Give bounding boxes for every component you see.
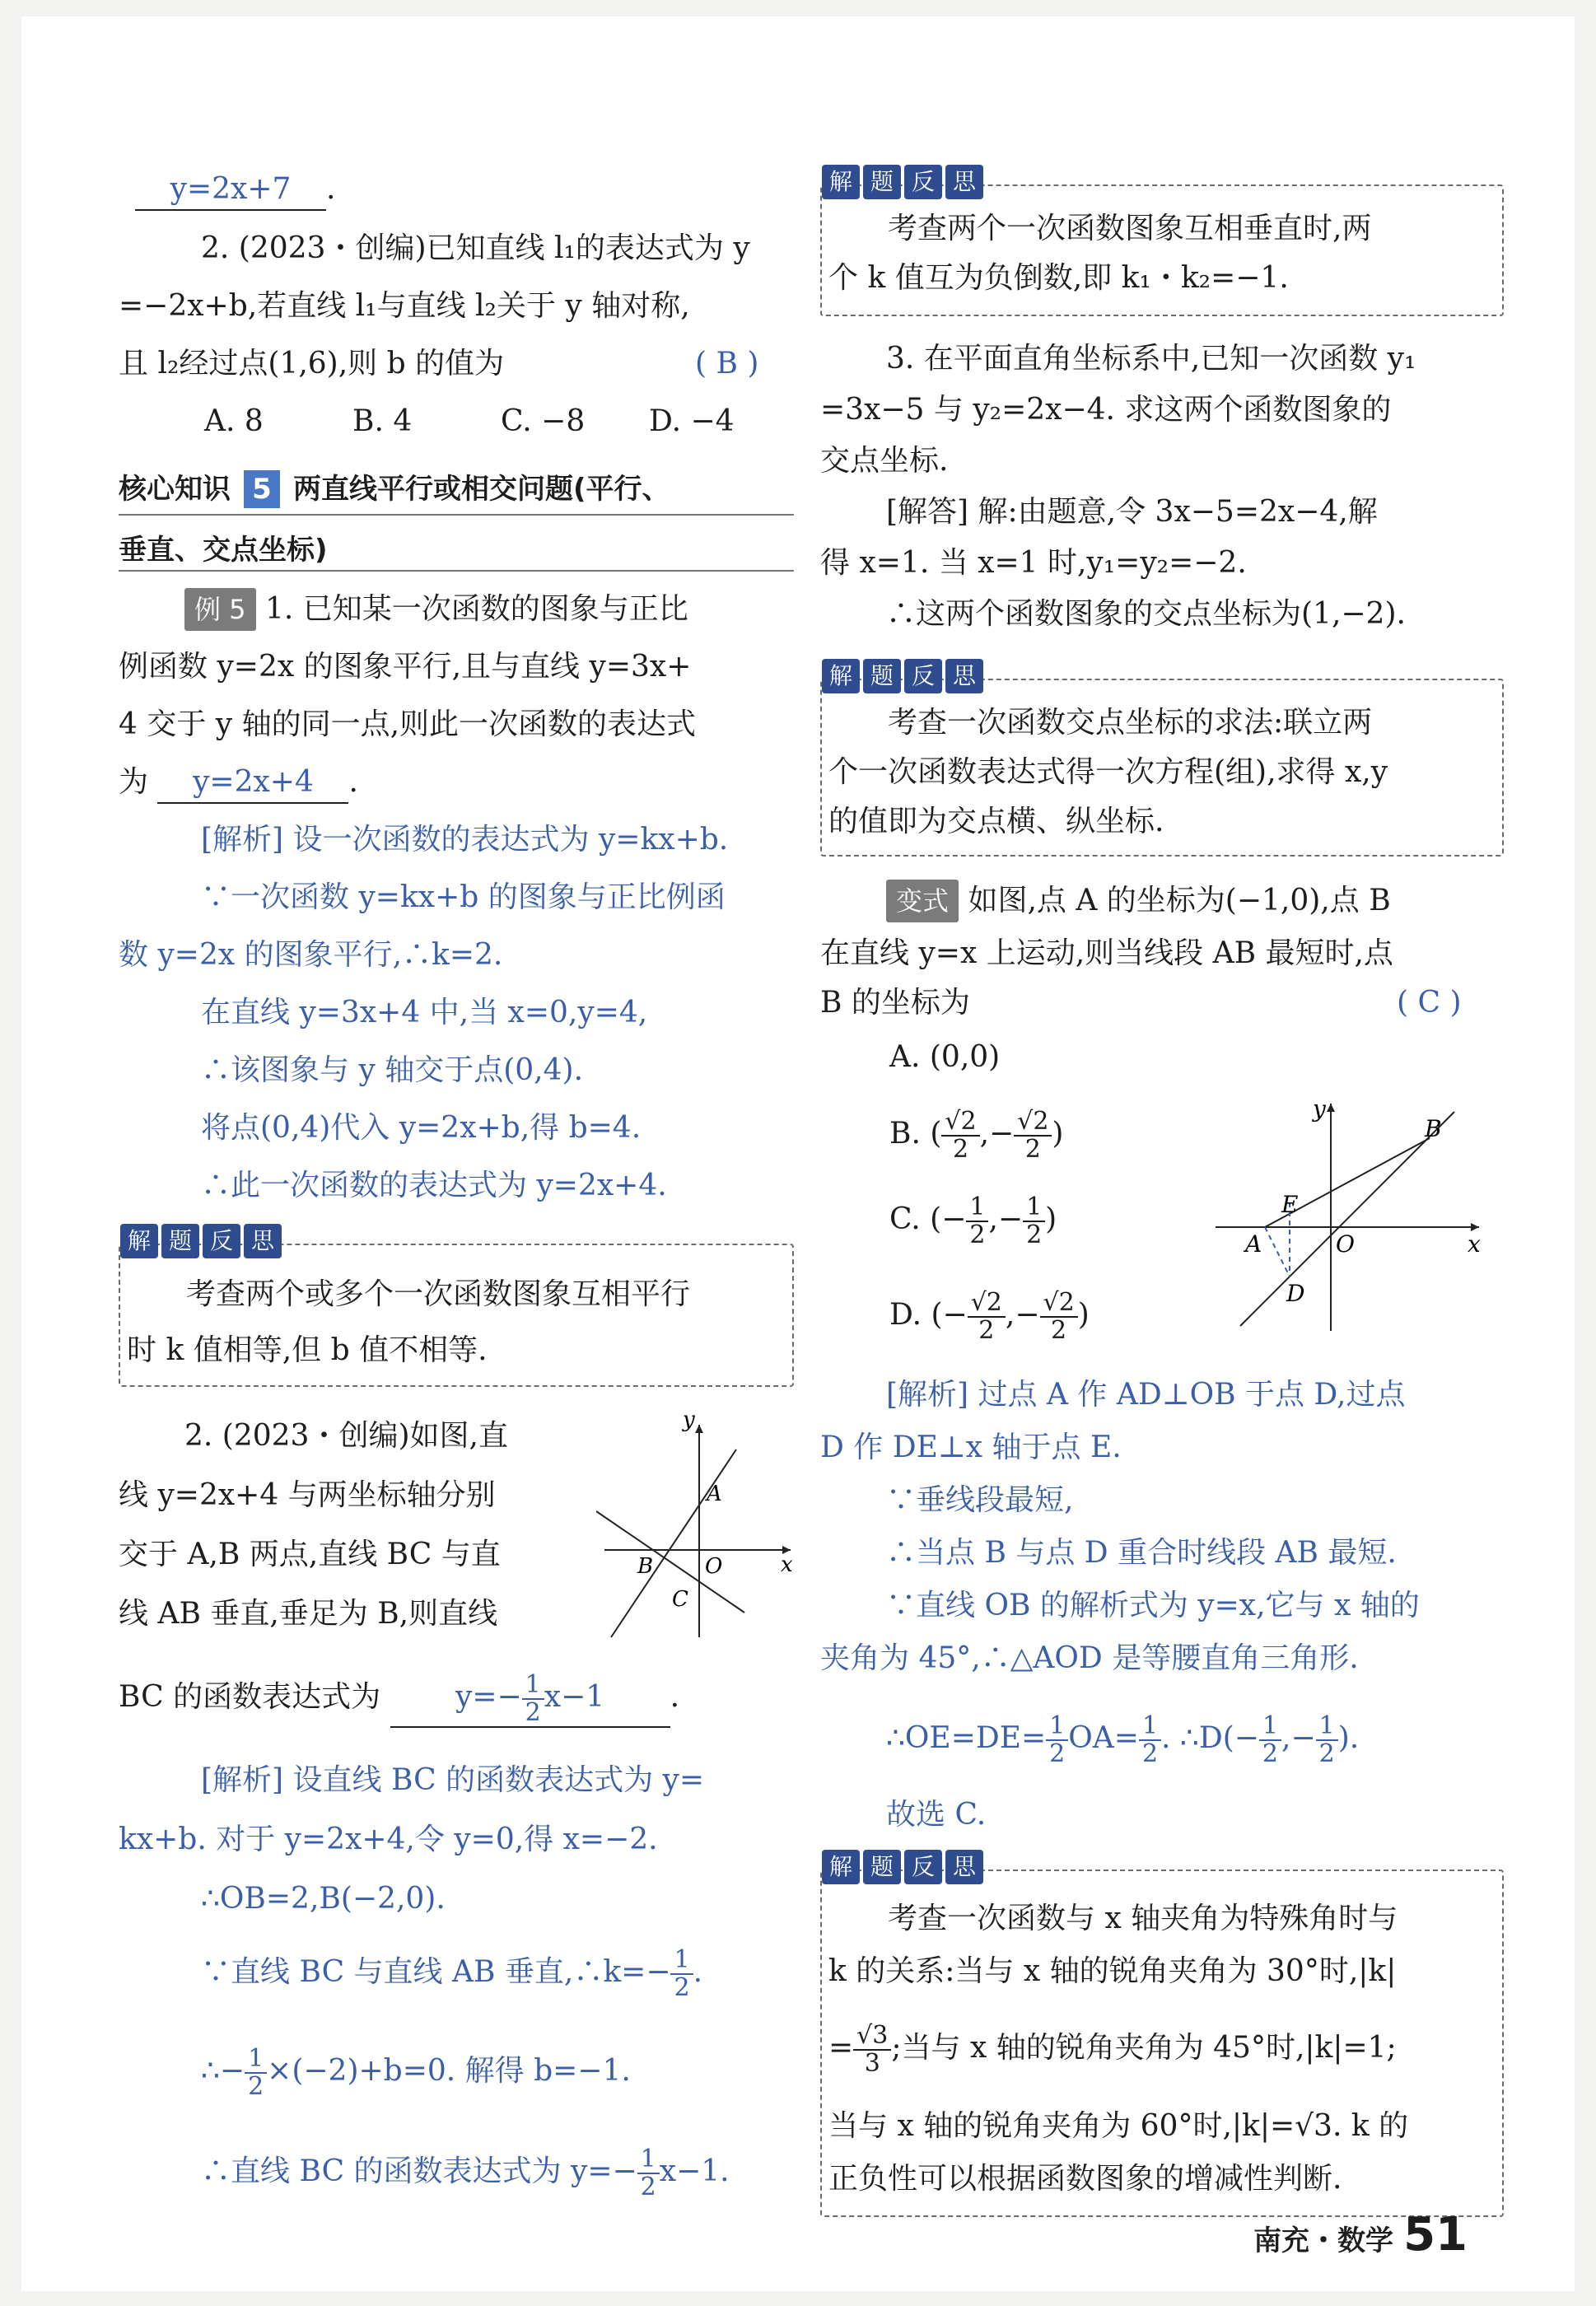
fig2-label-x: x: [1468, 1230, 1481, 1258]
reflect-tag: 题: [863, 1850, 901, 1884]
q3-line2: =3x−5 与 y₂=2x−4. 求这两个函数图象的: [820, 393, 1392, 427]
reflect4-line4: 当与 x 轴的锐角夹角为 60°时,|k|=√3. k 的: [828, 2109, 1409, 2143]
sol-oe-frac3: [1259, 1713, 1281, 1767]
example5-solution-3: 数 y=2x 的图象平行,∴k=2.: [119, 938, 503, 972]
q2b-solution-3: ∴OB=2,B(−2,0).: [201, 1882, 446, 1916]
frac-den: 2: [1262, 1739, 1279, 1768]
example5-answer: y=2x+4: [157, 763, 348, 804]
page: [21, 16, 1575, 2291]
fig1-label-x: x: [781, 1552, 793, 1577]
q2b-sol-perp-text: ∵直线 BC 与直线 AB 垂直,∴k=−: [201, 1955, 671, 1989]
frac-num: √2: [1014, 1109, 1052, 1137]
opt-d-frac2: [1040, 1290, 1078, 1344]
q2b-solution-perp: ∵直线 BC 与直线 AB 垂直,∴k=− $\frac{1}{2}$ .: [201, 1945, 703, 2002]
knowledge-divider-1: [119, 514, 794, 516]
opt-d-close: ): [1077, 1298, 1090, 1332]
frac-den: 2: [674, 1973, 690, 2002]
q3-sol1-text: [解答] 解:由题意,令 3x−5=2x−4,解: [886, 495, 1378, 529]
q2-line3: 且 l₂经过点(1,6),则 b 的值为: [119, 347, 505, 380]
frac-num: 1: [245, 2046, 267, 2074]
reflect-tag: 思: [945, 1850, 983, 1884]
frac-den: 2: [1026, 1221, 1043, 1249]
figure-line-graph-1: [596, 1408, 794, 1639]
reflect2-line1: 考查两个一次函数图象互相垂直时,两: [888, 212, 1372, 245]
opt-c-prefix: C. (−: [889, 1202, 967, 1236]
knowledge-title-line2: 垂直、交点坐标): [119, 534, 328, 567]
frac-num: 1: [1046, 1713, 1068, 1741]
example5-line1: [184, 588, 688, 631]
opt-d-frac1: [968, 1290, 1006, 1344]
q2b-solution-final: [201, 2146, 730, 2201]
q2b-sol-final-frac: [637, 2146, 660, 2201]
reflect2-line2: 个 k 值互为负倒数,即 k₁・k₂=−1.: [828, 261, 1289, 295]
fig1-label-c: C: [672, 1587, 688, 1612]
frac-den: 2: [1024, 1135, 1041, 1164]
variant-solution-4: ∴当点 B 与点 D 重合时线段 AB 最短.: [886, 1536, 1397, 1570]
variant-line2: 在直线 y=x 上运动,则当线段 AB 最短时,点: [820, 936, 1393, 970]
variant-option-a: A. (0,0): [889, 1040, 1001, 1074]
reflect-tags-2: [822, 165, 983, 199]
q2b-solution-2: kx+b. 对于 y=2x+4,令 y=0,得 x=−2.: [119, 1823, 658, 1856]
opt-b-frac1: [941, 1109, 979, 1163]
sol-oe-b: OA=: [1068, 1721, 1139, 1755]
q2b-sol-final-b: x−1.: [659, 2154, 730, 2188]
fig2-label-b: B: [1425, 1115, 1442, 1142]
knowledge-number: 5: [244, 470, 280, 508]
q2-option-c: C. −8: [501, 404, 586, 438]
q2b-answer-frac: [522, 1672, 544, 1726]
reflect-tag: 思: [945, 165, 983, 199]
reflect4-frac: [853, 2023, 891, 2077]
q2b-sol-perp-frac: [670, 1947, 693, 2001]
variant-option-d: [889, 1290, 1090, 1344]
example5-solution-6: 将点(0,4)代入 y=2x+b,得 b=4.: [201, 1111, 642, 1145]
variant-solution-3: ∵垂线段最短,: [886, 1483, 1074, 1517]
figure-line-graph-2: [1207, 1087, 1487, 1334]
reflect-box-1: [119, 1227, 794, 1387]
fig2-label-e: E: [1281, 1191, 1299, 1218]
knowledge-header: [119, 466, 794, 508]
reflect3-line3: 的值即为交点横、纵坐标.: [828, 805, 1164, 838]
y-axis-arrow: [695, 1425, 703, 1433]
frac-den: 2: [1049, 1739, 1066, 1768]
q3-line3: 交点坐标.: [820, 444, 949, 478]
reflect-tag: 题: [863, 659, 901, 693]
fig2-label-y: y: [1313, 1095, 1326, 1123]
reflect-tags-4: [822, 1850, 983, 1884]
variant-option-c: [889, 1194, 1057, 1249]
reflect-box-2: [820, 168, 1504, 316]
fig2-label-o: O: [1336, 1230, 1355, 1258]
reflect1-line1: 考查两个或多个一次函数图象互相平行: [186, 1277, 691, 1311]
opt-c-frac1: [966, 1194, 988, 1249]
reflect-tag: 思: [945, 659, 983, 693]
q2b-answer-a: y=−: [455, 1680, 522, 1714]
frac-num: 1: [1259, 1713, 1281, 1741]
q3-solution-2: 得 x=1. 当 x=1 时,y₁=y₂=−2.: [820, 546, 1247, 580]
frac-den: 2: [952, 1135, 969, 1164]
example5-solution-1: [解析] 设一次函数的表达式为 y=kx+b.: [201, 823, 729, 857]
line-y-eq-x: [1240, 1112, 1454, 1326]
q2b-answer-b: x−1: [544, 1680, 605, 1714]
reflect-tag: 反: [203, 1224, 240, 1258]
reflect4-line5: 正负性可以根据函数图象的增减性判断.: [828, 2162, 1342, 2196]
frac-num: 1: [1316, 1713, 1338, 1741]
frac-num: 1: [637, 2146, 660, 2174]
sol-oe-d: ,−: [1281, 1721, 1316, 1755]
variant-option-b: [889, 1109, 1063, 1163]
q2-line1: 2. (2023・创编)已知直线 l₁的表达式为 y: [201, 231, 750, 265]
segment-ad: [1265, 1227, 1290, 1277]
fig2-label-a: A: [1245, 1230, 1262, 1258]
opt-c-close: ): [1045, 1202, 1057, 1236]
sol-oe-frac1: [1046, 1713, 1068, 1767]
q3-solution-1: [886, 492, 1378, 532]
example-badge: 例 5: [184, 588, 256, 631]
frac-num: 1: [670, 1947, 693, 1975]
reflect-tag: 反: [904, 659, 942, 693]
reflect-tag: 解: [822, 165, 860, 199]
frac-num: 1: [1139, 1713, 1161, 1741]
frac-num: 1: [1023, 1194, 1045, 1222]
q2b-answer-den: 2: [525, 1698, 541, 1727]
opt-c-comma: ,−: [988, 1202, 1024, 1236]
reflect-tag: 解: [822, 1850, 860, 1884]
opt-d-comma: ,−: [1005, 1298, 1040, 1332]
reflect-tags-1: [120, 1224, 282, 1258]
fig2-label-d: D: [1286, 1280, 1305, 1307]
reflect-box-3: [820, 662, 1504, 857]
variant-solution-5: ∵直线 OB 的解析式为 y=x,它与 x 轴的: [886, 1589, 1420, 1622]
q2b-last-prefix: BC 的函数表达式为: [119, 1680, 381, 1714]
example5-text1: 1. 已知某一次函数的图象与正比: [265, 592, 688, 626]
reflect4-line3-b: ;当与 x 轴的锐角夹角为 45°时,|k|=1;: [891, 2031, 1397, 2065]
example5-solution-4: 在直线 y=3x+4 中,当 x=0,y=4,: [201, 996, 648, 1029]
q2b-answer-num: 1: [522, 1672, 544, 1700]
frac-den: 2: [1051, 1316, 1067, 1345]
q2b-sol-solve-frac: [245, 2046, 267, 2100]
example5-solution-2: ∵一次函数 y=kx+b 的图象与正比例函: [201, 880, 726, 914]
reflect4-line1: 考查一次函数与 x 轴夹角为特殊角时与: [888, 1902, 1398, 1935]
top-answer: y=2x+7: [135, 170, 326, 211]
example5-solution-5: ∴该图象与 y 轴交于点(0,4).: [201, 1053, 584, 1087]
variant-solution-2: D 作 DE⊥x 轴于点 E.: [820, 1431, 1122, 1464]
reflect-tag: 解: [822, 659, 860, 693]
variant-choose: 故选 C.: [886, 1798, 987, 1832]
q3-solution-3: ∴这两个函数图象的交点坐标为(1,−2).: [886, 597, 1406, 631]
frac-num: √2: [941, 1109, 979, 1137]
sol-oe-a: ∴OE=DE=: [886, 1721, 1047, 1755]
reflect-tag: 题: [161, 1224, 199, 1258]
frac-den: 2: [1318, 1739, 1335, 1768]
opt-b-close: ): [1052, 1117, 1064, 1151]
example5-line4: 为 y=2x+4 .: [119, 763, 358, 804]
frac-num: √2: [968, 1290, 1006, 1318]
fig1-label-a: A: [707, 1482, 722, 1506]
q2b-sol-solve-a: ∴−: [201, 2054, 245, 2088]
variant-badge: 变式: [886, 880, 959, 922]
knowledge-divider-2: [119, 570, 794, 572]
q2-option-b: B. 4: [352, 404, 413, 438]
frac-den: 2: [248, 2072, 264, 2101]
q2b-line2: 线 y=2x+4 与两坐标轴分别: [119, 1478, 496, 1512]
q2b-answer: [390, 1672, 670, 1728]
y-axis-arrow: [1327, 1104, 1335, 1112]
fig1-label-b: B: [637, 1554, 654, 1579]
reflect-tag: 解: [120, 1224, 158, 1258]
variant-solution-6: 夹角为 45°,∴△AOD 是等腰直角三角形.: [820, 1641, 1359, 1675]
q2b-sol-final-a: ∴直线 BC 的函数表达式为 y=−: [201, 2154, 637, 2188]
frac-num: 1: [966, 1194, 988, 1222]
example5-line4-prefix: 为: [119, 765, 149, 799]
reflect-tag: 反: [904, 165, 942, 199]
knowledge-label: 核心知识: [119, 473, 231, 506]
frac-den: 2: [969, 1221, 986, 1249]
example5-line2: 例函数 y=2x 的图象平行,且与直线 y=3x+: [119, 650, 692, 684]
page-number: 51: [1403, 2208, 1468, 2262]
page-footer: [1253, 2208, 1468, 2262]
q2-option-d: D. −4: [649, 404, 735, 438]
q2-line2: =−2x+b,若直线 l₁与直线 l₂关于 y 轴对称,: [119, 289, 690, 323]
q2b-answer-line: BC 的函数表达式为 y=− $\frac{1}{2}$ x−1 .: [119, 1670, 680, 1727]
q2b-line1: 2. (2023・创编)如图,直: [184, 1419, 508, 1453]
reflect-tag: 思: [244, 1224, 282, 1258]
sol-oe-frac4: [1316, 1713, 1338, 1767]
footer-brand: 南充・数学: [1253, 2224, 1394, 2257]
reflect4-line3: [828, 2023, 1397, 2077]
reflect-box-4: [820, 1853, 1504, 2217]
q2b-sol-solve-b: ×(−2)+b=0. 解得 b=−1.: [267, 2054, 631, 2088]
frac-num: √3: [853, 2023, 891, 2051]
opt-c-frac2: [1023, 1194, 1045, 1249]
frac-num: √2: [1040, 1290, 1078, 1318]
top-answer-line: y=2x+7 .: [135, 170, 335, 211]
reflect3-line1: 考查一次函数交点坐标的求法:联立两: [888, 706, 1373, 740]
reflect4-line2: k 的关系:当与 x 轴的锐角夹角为 30°时,|k|: [828, 1954, 1397, 1988]
sol-oe-frac2: [1139, 1713, 1161, 1767]
variant-line3: B 的坐标为: [820, 986, 970, 1020]
variant-text1: 如图,点 A 的坐标为(−1,0),点 B: [968, 884, 1391, 917]
reflect-tag: 反: [904, 1850, 942, 1884]
example5-line3: 4 交于 y 轴的同一点,则此一次函数的表达式: [119, 707, 697, 741]
opt-b-prefix: B. (: [889, 1117, 942, 1151]
sol-oe-c: . ∴D(−: [1161, 1721, 1259, 1755]
sol-oe-e: ).: [1337, 1721, 1360, 1755]
q2b-line4: 线 AB 垂直,垂足为 B,则直线: [119, 1597, 498, 1631]
q2b-line3: 交于 A,B 两点,直线 BC 与直: [119, 1538, 501, 1571]
opt-b-frac2: [1014, 1109, 1052, 1163]
frac-den: 2: [978, 1316, 995, 1345]
reflect-tags-3: [822, 659, 983, 693]
example5-solution-7: ∴此一次函数的表达式为 y=2x+4.: [201, 1169, 667, 1202]
reflect4-line3-a: =: [828, 2031, 854, 2065]
knowledge-title-line1: 两直线平行或相交问题(平行、: [293, 473, 670, 506]
fig1-label-y: y: [683, 1408, 695, 1432]
variant-solution-oe: [886, 1713, 1359, 1767]
variant-answer: ( C ): [1397, 986, 1462, 1020]
frac-den: 2: [1141, 1739, 1159, 1768]
fig1-label-o: O: [705, 1554, 723, 1579]
reflect1-line2: 时 k 值相等,但 b 值不相等.: [127, 1333, 488, 1367]
variant-line1: [886, 880, 1391, 922]
q2b-solution-1: [解析] 设直线 BC 的函数表达式为 y=: [201, 1763, 705, 1797]
q3-line1: 3. 在平面直角坐标系中,已知一次函数 y₁: [886, 342, 1416, 376]
q2-answer: ( B ): [695, 347, 759, 380]
opt-b-comma: ,−: [979, 1117, 1015, 1151]
reflect-tag: 题: [863, 165, 901, 199]
opt-d-prefix: D. (−: [889, 1298, 968, 1332]
q2b-solution-solve: [201, 2046, 631, 2100]
frac-den: 2: [640, 2173, 656, 2201]
reflect3-line2: 个一次函数表达式得一次方程(组),求得 x,y: [828, 755, 1388, 789]
variant-solution-1: [解析] 过点 A 作 AD⊥OB 于点 D,过点: [886, 1378, 1406, 1412]
frac-den: 3: [864, 2049, 880, 2078]
q2-option-a: A. 8: [204, 404, 264, 438]
